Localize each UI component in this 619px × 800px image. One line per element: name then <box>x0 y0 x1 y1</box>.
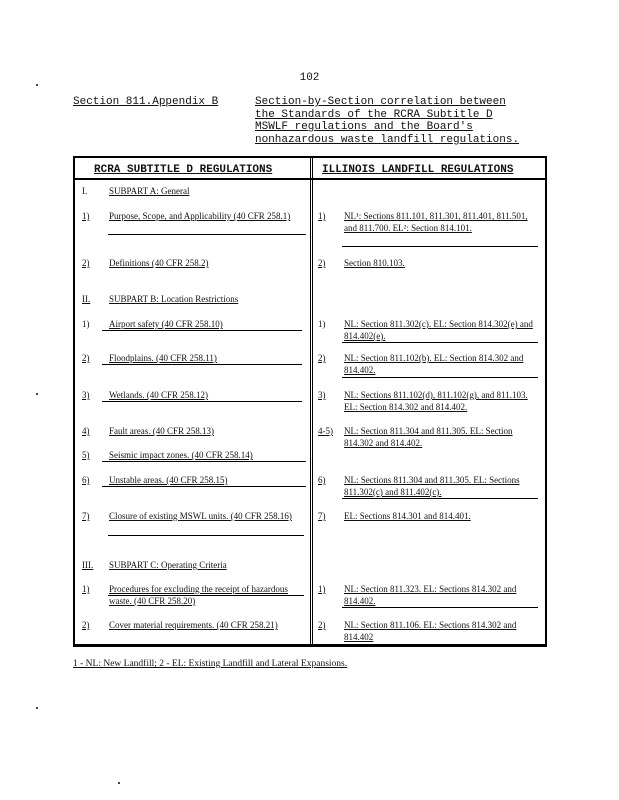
rcra-cell: Seismic impact zones. (40 CFR 258.14) <box>109 450 253 460</box>
row-number-left: 6) <box>82 475 90 485</box>
header-rcra-subtitle-d: RCRA SUBTITLE D REGULATIONS <box>94 164 273 176</box>
rcra-cell: Purpose, Scope, and Applicability (40 CFR 258.1) <box>109 211 291 221</box>
row-rule <box>342 377 538 378</box>
subpart-heading: SUBPART B: Location Restrictions <box>109 294 239 304</box>
rcra-cell: Closure of existing MSWL units. (40 CFR 258.16) <box>109 511 292 521</box>
rcra-cell: Definitions (40 CFR 258.2) <box>109 258 209 268</box>
header-rule <box>75 178 545 180</box>
rcra-cell: Floodplains. (40 CFR 258.11) <box>109 353 217 363</box>
row-number-right: 7) <box>318 511 326 521</box>
row-rule <box>102 364 302 365</box>
illinois-cell: NL: Sections 811.102(d), 811.102(g), and 811.103. EL: Section 814.302 and 814.402. <box>344 390 528 412</box>
rcra-cell: Airport safety (40 CFR 258.10) <box>109 319 223 329</box>
subpart-heading: SUBPART C: Operating Criteria <box>109 560 227 570</box>
rcra-cell: Wetlands. (40 CFR 258.12) <box>109 390 209 400</box>
row-rule <box>108 535 304 536</box>
rcra-cell: Procedures for excluding the receipt of hazardous waste. (40 CFR 258.20) <box>109 584 288 606</box>
row-rule <box>342 607 538 608</box>
illinois-cell: NL¹: Sections 811.101, 811.301, 811.401, 811.501, and 811.700. EL²: Section 814.101. <box>344 211 528 233</box>
row-number-right: 2) <box>318 620 326 630</box>
scan-speck <box>36 393 38 395</box>
row-number-left: 2) <box>82 620 90 630</box>
rcra-cell: Cover material requirements. (40 CFR 258.21) <box>109 620 278 630</box>
scan-speck <box>36 84 38 86</box>
header-illinois-landfill: ILLINOIS LANDFILL REGULATIONS <box>322 164 514 176</box>
row-rule <box>342 342 538 343</box>
scan-speck <box>36 707 38 709</box>
row-number-left: 4) <box>82 426 90 436</box>
page-number: 102 <box>299 72 320 84</box>
column-divider <box>310 158 313 644</box>
row-rule <box>108 595 304 596</box>
rcra-cell: Fault areas. (40 CFR 258.13) <box>109 426 214 436</box>
row-number-left: II. <box>82 294 91 304</box>
row-number-left: 1) <box>82 584 90 594</box>
illinois-cell: EL: Sections 814.301 and 814.401. <box>344 511 471 521</box>
row-number-left: 7) <box>82 511 90 521</box>
row-number-left: III. <box>82 560 94 570</box>
illinois-cell: NL: Section 811.323. EL: Sections 814.302 and 814.402. <box>344 584 517 606</box>
row-number-right: 1) <box>318 211 326 221</box>
row-rule <box>342 498 538 499</box>
rcra-cell: Unstable areas. (40 CFR 258.15) <box>109 475 228 485</box>
illinois-cell: Section 810.103. <box>344 258 405 268</box>
row-number-left: 1) <box>82 319 90 329</box>
row-number-right: 1) <box>318 584 326 594</box>
illinois-cell: NL: Section 811.102(b). EL: Section 814.302 and 814.402. <box>344 353 524 375</box>
scan-speck <box>118 782 120 784</box>
row-rule <box>342 246 538 247</box>
row-number-left: 1) <box>82 211 90 221</box>
row-number-right: 4-5) <box>318 426 333 436</box>
row-number-left: 2) <box>82 353 90 363</box>
section-title: Section-by-Section correlation between the Standards of the RCRA Subtitle D MSWLF regulations and the Board's nonhazardous waste landfill regulations. <box>255 96 520 146</box>
row-rule <box>102 486 306 487</box>
row-rule <box>102 401 302 402</box>
row-number-left: 3) <box>82 390 90 400</box>
row-number-right: 6) <box>318 475 326 485</box>
row-rule <box>102 330 302 331</box>
section-label: Section 811.Appendix B <box>73 96 219 108</box>
row-rule <box>108 234 306 235</box>
row-number-left: I. <box>82 186 88 196</box>
illinois-cell: NL: Section 811.302(c). EL: Section 814.302(e) and 814.402(e). <box>344 319 533 341</box>
row-number-left: 2) <box>82 258 90 268</box>
row-number-right: 2) <box>318 353 326 363</box>
illinois-cell: NL: Section 811.304 and 811.305. EL: Section 814.302 and 814.402. <box>344 426 513 448</box>
illinois-cell: NL: Section 811.106. EL: Sections 814.302 and 814.402 <box>344 620 517 642</box>
row-number-right: 2) <box>318 258 326 268</box>
illinois-cell: NL: Sections 811.304 and 811.305. EL: Sections 811.302(c) and 811.402(c). <box>344 475 520 497</box>
subpart-heading: SUBPART A: General <box>109 186 190 196</box>
row-number-left: 5) <box>82 450 90 460</box>
footnote: 1 - NL: New Landfill; 2 - EL: Existing Landfill and Lateral Expansions. <box>73 659 348 669</box>
row-number-right: 1) <box>318 319 326 329</box>
table-bottom-rule <box>73 646 547 649</box>
row-number-right: 3) <box>318 390 326 400</box>
row-rule <box>102 461 306 462</box>
